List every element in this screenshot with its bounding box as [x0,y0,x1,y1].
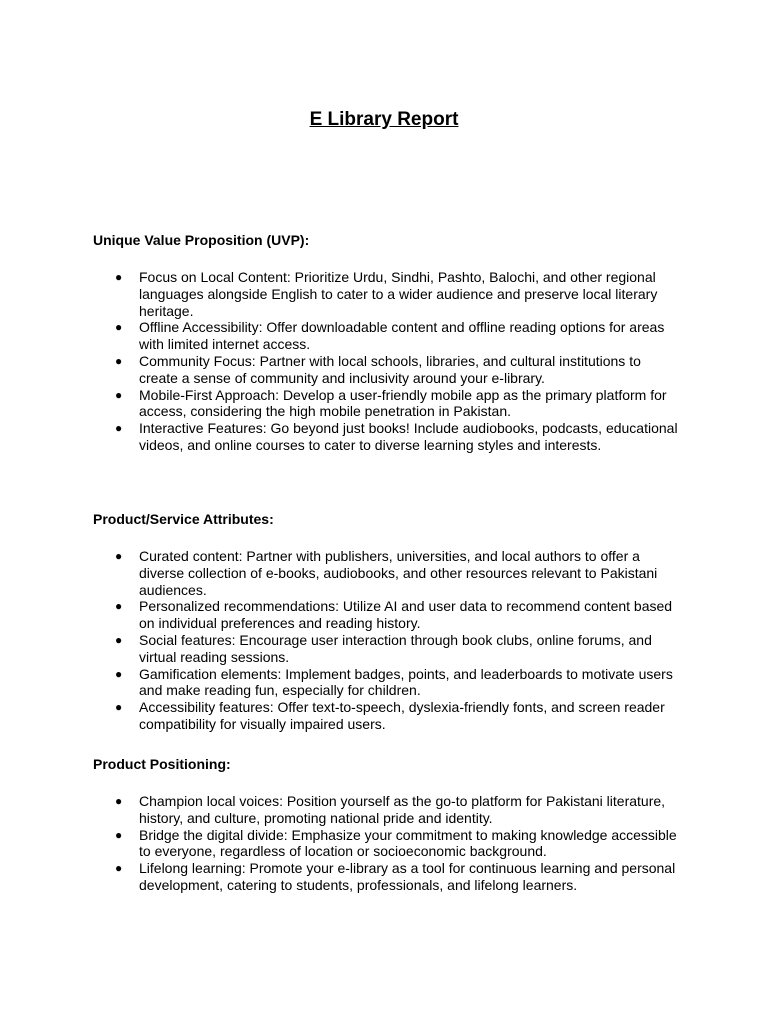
bullet-icon: ● [115,421,123,436]
bullet-icon: ● [115,794,123,808]
bullet-icon: ● [115,320,123,335]
list-item [115,353,680,387]
list-item [115,699,680,733]
bullet-icon: ● [115,599,123,614]
list-item-text: Bridge the digital divide: Emphasize your commitment to making knowledge accessible to everyone, regardless of location or socioeconomic background. [139,826,677,860]
bullet-icon: ● [115,549,123,563]
positioning-list [115,793,680,894]
list-item-text: Gamification elements: Implement badges, points, and leaderboards to motivate users and make reading fun, especially for children. [139,665,673,699]
list-item [115,420,680,454]
list-item-text: Community Focus: Partner with local schools, libraries, and cultural institutions to create a sense of community and inclusivity around your e-library. [139,352,641,386]
attributes-list [115,548,680,733]
list-item-text: Interactive Features: Go beyond just books! Include audiobooks, podcasts, educational videos, and online courses to cater to diverse learning styles and interests. [139,420,678,453]
bullet-icon: ● [115,861,123,876]
section-heading-attributes: Product/Service Attributes: [93,511,274,527]
list-item-text: Lifelong learning: Promote your e-library as a tool for continuous learning and personal development, catering to students, professionals, and lifelong learners. [139,860,676,893]
list-item [115,666,680,700]
bullet-icon: ● [115,666,123,681]
list-item [115,860,680,894]
list-item-text: Champion local voices: Position yourself as the go-to platform for Pakistani literature, history, and culture, promoting national pride and identity. [139,793,666,826]
uvp-list [115,269,680,454]
list-item-text: Focus on Local Content: Prioritize Urdu, Sindhi, Pashto, Balochi, and other regional languages alongside English to cater to a wider audience and preserve local literary heritage. [139,269,658,319]
list-item [115,793,680,827]
list-item [115,632,680,666]
page-title: E Library Report [309,109,459,130]
bullet-icon: ● [115,387,123,402]
list-item-text: Offline Accessibility: Offer downloadable content and offline reading options for areas with limited internet access. [139,319,665,353]
list-item-text: Personalized recommendations: Utilize AI and user data to recommend content based on individual preferences and reading history. [139,598,673,632]
section-heading-positioning: Product Positioning: [93,756,231,772]
list-item [115,598,680,632]
list-item-text: Accessibility features: Offer text-to-speech, dyslexia-friendly fonts, and screen reader compatibility for visually impaired users. [139,699,665,732]
bullet-icon: ● [115,270,123,284]
list-item [115,548,680,598]
bullet-icon: ● [115,700,123,715]
bullet-icon: ● [115,353,123,368]
list-item-text: Curated content: Partner with publishers, universities, and local authors to offer a diverse collection of e-books, audiobooks, and other resources relevant to Pakistani audiences. [139,548,658,598]
list-item [115,387,680,421]
bullet-icon: ● [115,632,123,647]
list-item [115,827,680,861]
list-item [115,319,680,353]
list-item [115,269,680,319]
section-heading-uvp: Unique Value Proposition (UVP): [93,232,310,248]
bullet-icon: ● [115,827,123,842]
list-item-text: Social features: Encourage user interaction through book clubs, online forums, and virtual reading sessions. [139,631,652,665]
list-item-text: Mobile-First Approach: Develop a user-friendly mobile app as the primary platform for access, considering the high mobile penetration in Pakistan. [139,386,667,420]
